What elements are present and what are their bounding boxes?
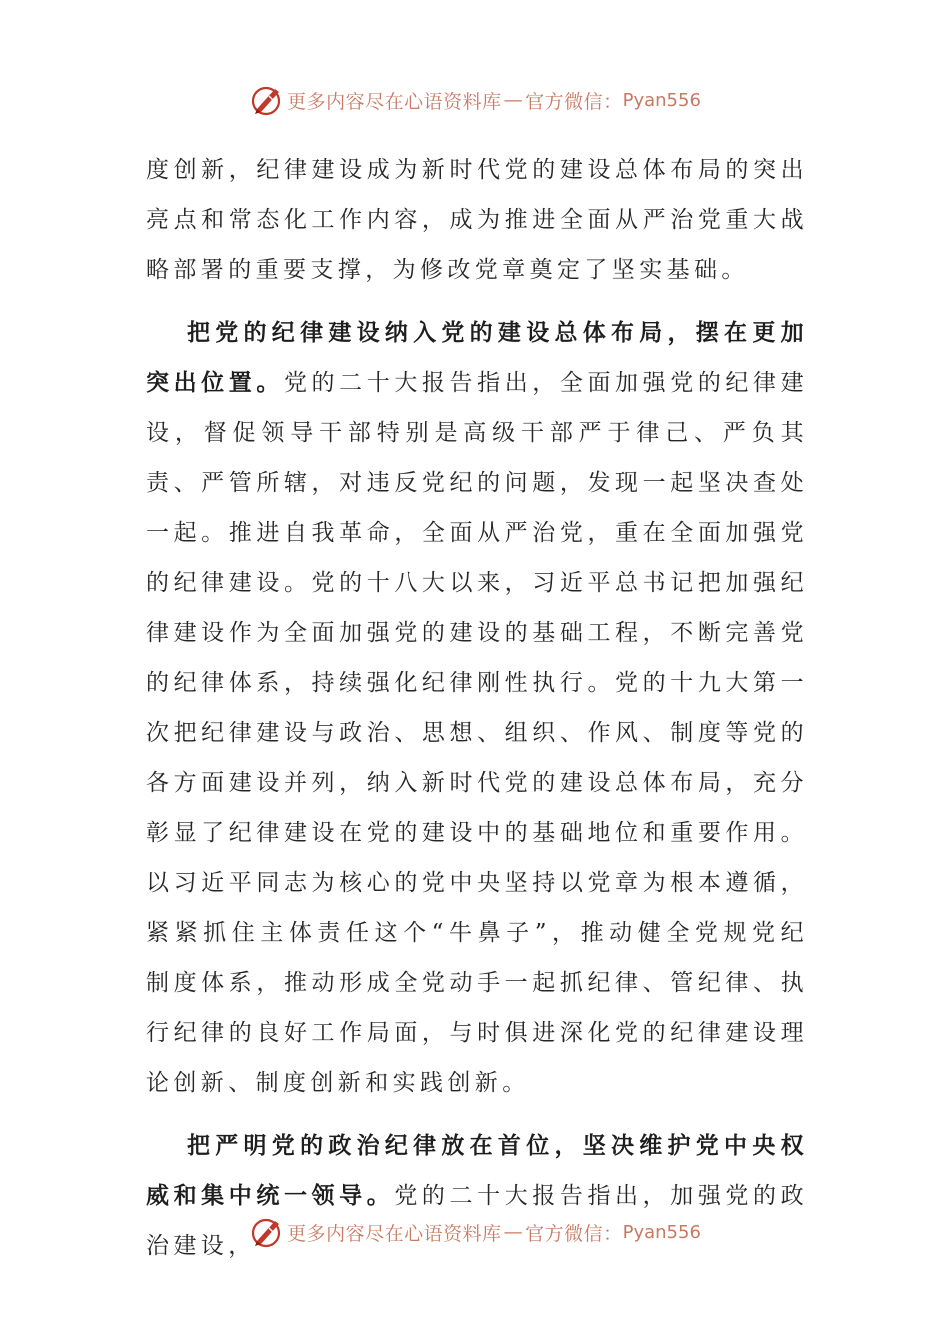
banner-wechat-label: 官方微信： xyxy=(525,1222,623,1245)
banner-text: 更多内容尽在心语资料库 xyxy=(287,1222,502,1245)
paragraph-lead: 把严明党的政治纪律放在首位，坚决维护党中央权威和集中统一领导。 xyxy=(146,1132,808,1209)
banner-wechat-id: Pyan556 xyxy=(622,89,701,111)
banner-wechat-id: Pyan556 xyxy=(622,1221,701,1243)
banner-wechat-label: 官方微信： xyxy=(525,90,623,113)
pen-logo-icon xyxy=(249,1214,285,1250)
paragraph-lead: 把党的纪律建设纳入党的建设总体布局，摆在更加突出位置。 xyxy=(146,319,808,396)
pen-logo-icon xyxy=(249,82,285,118)
paragraph-1 xyxy=(146,145,808,295)
paragraph-text: 党的二十大报告指出，全面加强党的纪律建设，督促领导干部特别是高级干部严于律己、严负其责、严管所辖，对违反党纪的问题，发现一起坚决查处一起。推进自我革命，全面从严治党，重在全面加强党的纪律建设。党的十八大以来，习近平总书记把加强纪律建设作为全面加强党的建设的基础工程，不断完善党的纪律体系，持续强化纪律刚性执行。党的十九大第一次把纪律建设与政治、思想、组织、作风、制度等党的各方面建设并列，纳入新时代党的建设总体布局，充分彰显了纪律建设在党的建设中的基础地位和重要作用。以习近平同志为核心的党中央坚持以党章为根本遵循，紧紧抓住主体责任这个“牛鼻子”，推动健全党规党纪制度体系，推动形成全党动手一起抓纪律、管纪律、执行纪律的良好工作局面，与时俱进深化党的纪律建设理论创新、制度创新和实践创新。 xyxy=(146,370,809,1096)
paragraph-text: 度创新，纪律建设成为新时代党的建设总体布局的突出亮点和常态化工作内容，成为推进全面从严治党重大战略部署的重要支撑，为修改党章奠定了坚实基础。 xyxy=(146,157,808,283)
header-banner xyxy=(0,80,950,120)
paragraph-text: 党的二十大报告指出，加强党的政治建设， xyxy=(146,1183,809,1259)
paragraph-2 xyxy=(146,308,808,1108)
banner-dash: — xyxy=(503,1221,524,1243)
footer-banner xyxy=(0,1212,950,1252)
banner-text: 更多内容尽在心语资料库 xyxy=(287,90,502,113)
banner-dash: — xyxy=(503,89,524,111)
document-body xyxy=(146,145,808,1271)
